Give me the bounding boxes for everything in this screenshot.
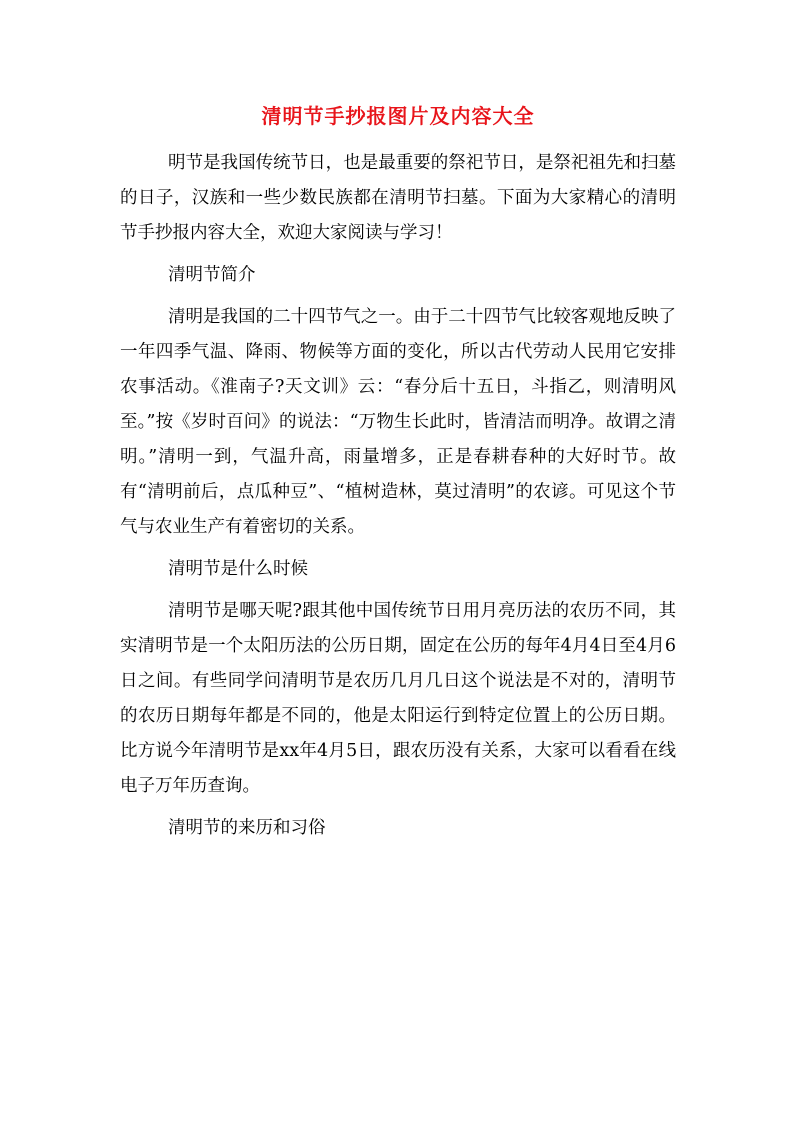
document-title: 清明节手抄报图片及内容大全 [261,104,535,128]
section-heading-date: 清明节是什么时候 [168,559,308,579]
section-paragraph-date: 清明节是哪天呢?跟其他中国传统节日用月亮历法的农历不同，其实清明节是一个太阳历法的公历日期，固定在公历的每年4月4日至4月6日之间。有些同学问清明节是农历几月几日这个说法是不对的，清明节的农历日期每年都是不同的，他是太阳运行到特定位置上的公历日期。比方说今年清明节是xx年4月5日，跟农历没有关系，大家可以看看在线电子万年历查询。 [120,601,676,796]
document-body [120,100,676,853]
section-paragraph-intro: 清明是我国的二十四节气之一。由于二十四节气比较客观地反映了一年四季气温、降雨、物候等方面的变化，所以古代劳动人民用它安排农事活动。《淮南子?天文训》云：“春分后十五日，斗指乙，则清明风至。”按《岁时百问》的说法：“万物生长此时，皆清洁而明净。故谓之清明。”清明一到，气温升高，雨量增多，正是春耕春种的大好时节。故有“清明前后，点瓜种豆”、“植树造林，莫过清明”的农谚。可见这个节气与农业生产有着密切的关系。 [120,307,676,537]
section-heading-origin: 清明节的来历和习俗 [168,818,326,838]
section-heading-intro: 清明节简介 [168,265,256,285]
intro-paragraph: 明节是我国传统节日，也是最重要的祭祀节日，是祭祀祖先和扫墓的日子，汉族和一些少数民族都在清明节扫墓。下面为大家精心的清明节手抄报内容大全，欢迎大家阅读与学习！ [120,153,676,243]
